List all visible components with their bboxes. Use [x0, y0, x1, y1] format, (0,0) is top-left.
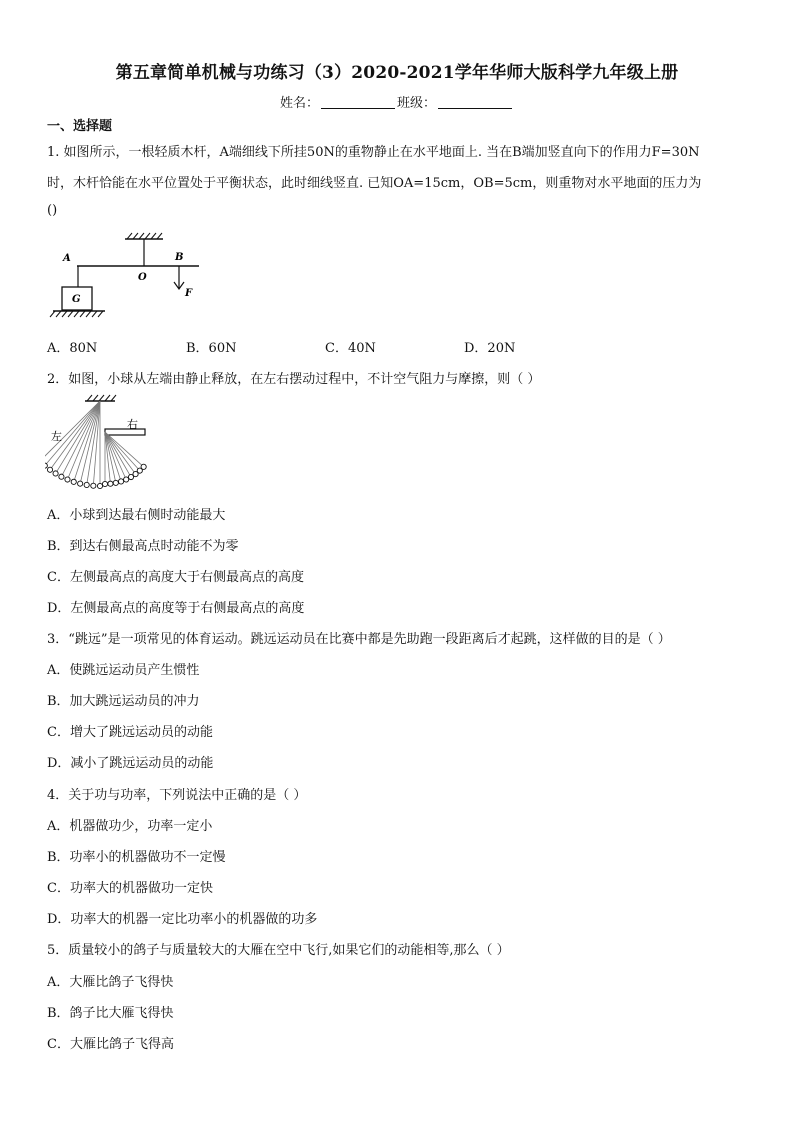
q1-option-c[interactable]: C．40N [325, 341, 376, 356]
name-blank[interactable] [321, 96, 395, 109]
pendulum-string [74, 401, 100, 482]
q5-option-a[interactable]: A．大雁比鸽子飞得快 [47, 975, 174, 990]
pendulum-ball [113, 480, 118, 485]
pendulum-ball [118, 479, 123, 484]
class-blank[interactable] [438, 96, 512, 109]
q1-option-d[interactable]: D．20N [464, 341, 516, 356]
pendulum-ball [65, 477, 70, 482]
pendulum-ball [47, 467, 52, 472]
pendulum-ball [97, 483, 102, 488]
q5-option-b[interactable]: B．鸽子比大雁飞得快 [47, 1006, 174, 1021]
q4-option-b[interactable]: B．功率小的机器做功不一定慢 [47, 850, 226, 865]
q5-stem: 5．质量较小的鸽子与质量较大的大雁在空中飞行,如果它们的动能相等,那么（ ） [47, 943, 510, 958]
name-label: 姓名： [279, 96, 319, 111]
q5-option-c[interactable]: C．大雁比鸽子飞得高 [47, 1037, 174, 1052]
q1-option-a[interactable]: A．80N [47, 341, 98, 356]
student-info-line [0, 92, 794, 111]
pendulum-ball [91, 483, 96, 488]
pendulum-ball [124, 477, 129, 482]
q2-option-c[interactable]: C．左侧最高点的高度大于右侧最高点的高度 [47, 570, 304, 585]
q1-stem-line1: 1. 如图所示，一根轻质木杆，A端细线下所挂50N的重物静止在水平地面上. 当在B端加竖直向下的作用力F=30N [47, 145, 700, 160]
q1-lever-figure [45, 230, 215, 330]
q1-option-b[interactable]: B．60N [186, 341, 237, 356]
q2-pendulum-figure [45, 392, 205, 497]
q4-option-c[interactable]: C．功率大的机器做功一定快 [47, 881, 213, 896]
q1-options [47, 337, 515, 356]
pendulum-ball [53, 471, 58, 476]
pendulum-label-right: 右 [127, 418, 138, 431]
pendulum-ball [108, 481, 113, 486]
pendulum-string [56, 401, 100, 473]
pendulum-ball [59, 474, 64, 479]
lever-label-b: B [175, 252, 184, 263]
q2-option-a[interactable]: A．小球到达最右侧时动能最大 [47, 508, 226, 523]
pendulum-ball [78, 481, 83, 486]
pendulum-string [105, 432, 126, 480]
q4-option-d[interactable]: D．功率大的机器一定比功率小的机器做的功多 [47, 912, 318, 927]
pendulum-ball [141, 464, 146, 469]
pendulum-ball [84, 482, 89, 487]
q1-stem-line3: () [47, 203, 58, 218]
pendulum-ball [102, 481, 107, 486]
q4-option-a[interactable]: A．机器做功少，功率一定小 [47, 819, 213, 834]
pendulum-label-left: 左 [51, 430, 62, 443]
q1-stem-line2: 时，木杆恰能在水平位置处于平衡状态，此时细线竖直. 已知OA=15cm，OB=5cm，则重物对水平地面的压力为 [47, 176, 702, 191]
q2-option-b[interactable]: B．到达右侧最高点时动能不为零 [47, 539, 239, 554]
class-label: 班级： [397, 96, 437, 111]
q3-option-d[interactable]: D．减小了跳远运动员的动能 [47, 756, 214, 771]
q4-stem: 4．关于功与功率，下列说法中正确的是（ ） [47, 788, 307, 803]
pendulum-string [105, 432, 140, 471]
lever-label-f: F [185, 288, 193, 299]
section-title: 一、选择题 [47, 119, 113, 134]
q3-option-b[interactable]: B．加大跳远运动员的冲力 [47, 694, 200, 709]
pendulum-ball [45, 463, 47, 468]
q2-option-d[interactable]: D．左侧最高点的高度等于右侧最高点的高度 [47, 601, 305, 616]
q3-option-a[interactable]: A．使跳远运动员产生惯性 [47, 663, 200, 678]
page-title: 第五章简单机械与功练习（3）2020-2021学年华师大版科学九年级上册 [115, 63, 679, 83]
q3-stem: 3．“跳远”是一项常见的体育运动。跳远运动员在比赛中都是先助跑一段距离后才起跳，这样做的目的是（ ） [47, 632, 671, 647]
q3-option-c[interactable]: C．增大了跳远运动员的动能 [47, 725, 213, 740]
pendulum-ball [71, 479, 76, 484]
q2-stem: 2．如图，小球从左端由静止释放，在左右摆动过程中，不计空气阻力与摩擦，则（ ） [47, 372, 541, 387]
lever-label-g: G [72, 294, 81, 305]
lever-label-a: A [63, 253, 71, 264]
lever-label-o: O [138, 272, 147, 283]
